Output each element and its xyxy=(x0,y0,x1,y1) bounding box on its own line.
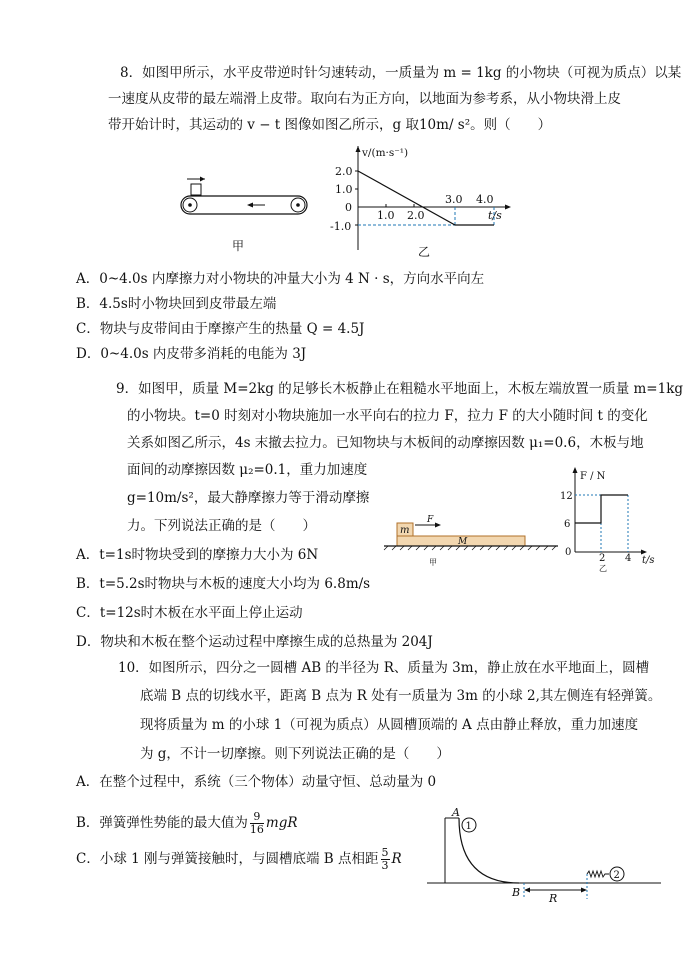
q9-line-3: 关系如图乙所示，4s 末撤去拉力。已知物块与木板间的动摩擦因数 μ₁=0.6，木板与地 xyxy=(127,435,644,451)
q9-line-4: 面间的动摩擦因数 μ₂=0.1，重力加速度 xyxy=(127,462,368,478)
q8-xtick-3: 3.0 xyxy=(445,193,463,206)
q9-block-label: m xyxy=(400,525,410,536)
q9-line-2: 的小物块。t=0 时刻对小物块施加一水平向右的拉力 F，拉力 F 的大小随时间 t 的变化 xyxy=(127,408,648,424)
q8-xtick-4: 4.0 xyxy=(476,193,494,206)
q9-option-a: A．t=1s时物块受到的摩擦力大小为 6N xyxy=(76,547,319,563)
q8-option-b: B．4.5s时小物块回到皮带最左端 xyxy=(76,296,277,312)
q8-ytick-1: 1.0 xyxy=(335,183,353,196)
q9-line-5: g=10m/s²，最大静摩擦力等于滑动摩擦 xyxy=(127,490,370,506)
q9-y-label: F / N xyxy=(580,471,606,482)
q8-figure-jia xyxy=(175,172,315,257)
q9-figure-jia xyxy=(382,510,562,570)
q8-xtick-1: 1.0 xyxy=(377,209,395,222)
q8-line-1: 8．如图甲所示，水平皮带逆时针匀速转动，一质量为 m = 1kg 的小物块（可视为质点）以某 xyxy=(120,65,682,81)
q8-option-c: C．物块与皮带间由于摩擦产生的热量 Q = 4.5J xyxy=(76,321,365,337)
q10-option-b-fraction xyxy=(250,811,264,836)
q9-ft-graph xyxy=(558,466,658,576)
q8-y-label: v/(m·s⁻¹) xyxy=(362,147,409,159)
q8-option-a: A．0~4.0s 内摩擦力对小物块的冲量大小为 4 N · s，方向水平向左 xyxy=(76,271,485,287)
q9-ytick-6: 6 xyxy=(564,519,571,530)
q10-spring xyxy=(587,871,609,877)
q9-label-jia: 甲 xyxy=(429,558,437,567)
q9-x-label: t/s xyxy=(642,555,655,566)
q10-option-b xyxy=(76,808,298,838)
q8-line-3: 带开始计时，其运动的 v − t 图像如图乙所示，g 取10m/ s²。则（ ） xyxy=(108,117,552,133)
q10-option-c-prefix: C．小球 1 刚与弹簧接触时，与圆槽底端 B 点相距 xyxy=(76,851,379,867)
q8-belt xyxy=(181,196,307,214)
q10-option-c-fraction xyxy=(381,847,390,872)
q10-option-c-den: 3 xyxy=(381,859,389,872)
q8-vt-graph xyxy=(322,144,512,262)
q8-ytick-2: 2.0 xyxy=(335,165,353,178)
q10-label-b: B xyxy=(512,886,521,899)
q10-option-b-den: 16 xyxy=(249,823,264,836)
q10-figure xyxy=(425,804,665,904)
q10-option-b-prefix: B．弹簧弹性势能的最大值为 xyxy=(76,815,248,831)
q8-line-2: 一速度从皮带的最左端滑上皮带。取向右为正方向，以地面为参考系，从小物块滑上皮 xyxy=(108,91,621,107)
q9-board-label: M xyxy=(458,537,468,547)
q9-option-c: C．t=12s时木板在水平面上停止运动 xyxy=(76,605,303,621)
q8-label-yi: 乙 xyxy=(418,245,431,259)
q10-option-c xyxy=(76,844,402,874)
q10-line-1: 10．如图所示，四分之一圆槽 AB 的半径为 R、质量为 3m，静止放在水平地面上，圆槽 xyxy=(118,660,650,676)
q8-block xyxy=(191,184,201,195)
q10-label-r: R xyxy=(549,892,558,904)
q10-ball-1-label: 1 xyxy=(465,821,472,832)
q9-label-yi: 乙 xyxy=(599,564,607,573)
q9-ft-line xyxy=(575,495,628,523)
q10-line-4: 为 g，不计一切摩擦。则下列说法正确的是（ ） xyxy=(140,746,450,762)
q9-line-1: 9．如图甲，质量 M=2kg 的足够长木板静止在粗糙水平地面上，木板左端放置一质量 m=1kg xyxy=(116,381,684,397)
q9-line-6: 力。下列说法正确的是（ ） xyxy=(127,518,316,534)
q9-option-d: D．物块和木板在整个运动过程中摩擦生成的总热量为 204J xyxy=(76,634,433,650)
q8-x-label: t/s xyxy=(488,209,502,222)
q9-xtick-2: 2 xyxy=(599,553,606,564)
q8-option-d: D．0~4.0s 内皮带多消耗的电能为 3J xyxy=(76,346,307,362)
q10-label-a: A xyxy=(452,806,460,819)
q9-option-b: B．t=5.2s时物块与木板的速度大小均为 6.8m/s xyxy=(76,576,371,592)
q10-option-c-num: 5 xyxy=(381,846,389,859)
q10-ball-2-label: 2 xyxy=(613,870,620,881)
q8-label-jia: 甲 xyxy=(232,239,245,253)
q9-ytick-0: 0 xyxy=(565,547,572,558)
q8-ytick-neg1: -1.0 xyxy=(330,220,352,233)
q10-option-b-num: 9 xyxy=(250,811,264,824)
q9-ytick-12: 12 xyxy=(560,491,573,502)
q10-option-b-suffix: mgR xyxy=(265,815,298,831)
q9-force-label: F xyxy=(427,515,434,525)
q10-option-c-suffix: R xyxy=(391,851,402,867)
q10-option-a: A．在整个过程中，系统（三个物体）动量守恒、总动量为 0 xyxy=(76,774,437,790)
q10-line-3: 现将质量为 m 的小球 1（可视为质点）从圆槽顶端的 A 点由静止释放，重力加速度 xyxy=(140,717,639,733)
q8-ytick-0: 0 xyxy=(345,201,352,214)
q10-line-2: 底端 B 点的切线水平，距离 B 点为 R 处有一质量为 3m 的小球 2,其左侧连有轻弹簧。 xyxy=(140,688,662,704)
q9-xtick-4: 4 xyxy=(625,553,632,564)
q8-xtick-2: 2.0 xyxy=(407,209,425,222)
